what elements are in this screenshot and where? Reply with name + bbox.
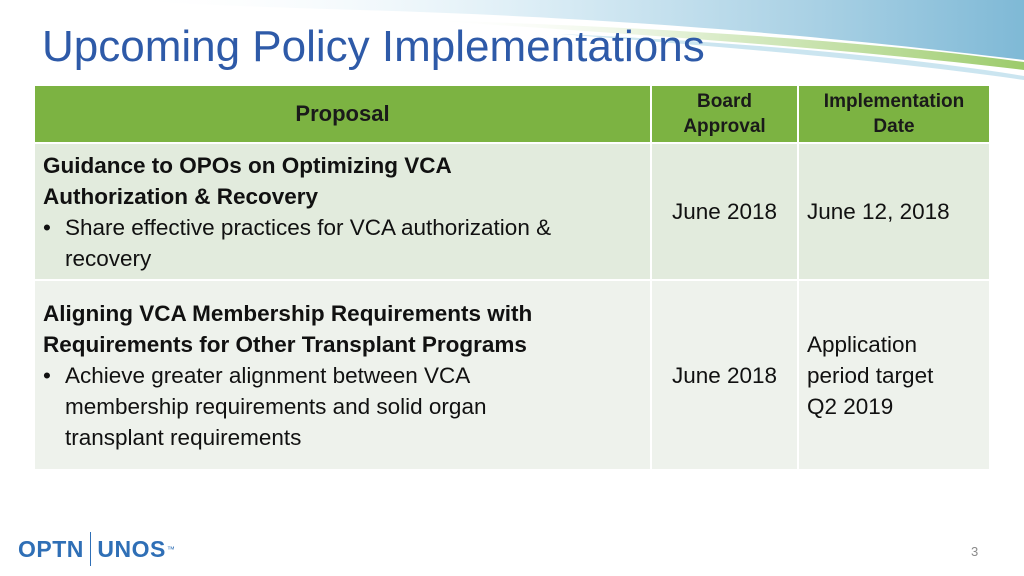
proposal-cell <box>34 143 651 280</box>
bullet-line: Share effective practices for VCA authorization & <box>65 214 552 240</box>
bullet-dot-icon: • <box>43 214 51 240</box>
policy-table <box>33 84 991 471</box>
impl-line: Q2 2019 <box>807 393 894 419</box>
header-board-line1: Board <box>697 91 752 112</box>
bullet-line: recovery <box>65 245 152 271</box>
bullet-line: transplant requirements <box>65 424 302 450</box>
impl-line: Application <box>807 331 918 357</box>
bullet-line: Achieve greater alignment between VCA <box>65 362 471 388</box>
logo-trademark: ™ <box>166 544 175 554</box>
proposal-title-line: Aligning VCA Membership Requirements with <box>43 300 533 326</box>
proposal-bullet <box>43 360 642 453</box>
proposal-title-line: Requirements for Other Transplant Programs <box>43 331 527 357</box>
table-row <box>34 143 990 280</box>
bullet-dot-icon: • <box>43 362 51 388</box>
bullet-text <box>65 212 551 274</box>
proposal-bullet <box>43 212 642 274</box>
implementation-date-cell <box>798 280 990 470</box>
logo-optn: OPTN <box>18 535 84 562</box>
logo-unos: UNOS <box>97 535 166 562</box>
impl-line: period target <box>807 362 934 388</box>
page-number: 3 <box>971 544 979 559</box>
bullet-line: membership requirements and solid organ <box>65 393 487 419</box>
logo-divider <box>90 532 92 566</box>
optn-unos-logo <box>18 531 175 567</box>
header-board-line2: Approval <box>683 116 766 137</box>
board-approval-cell: June 2018 <box>651 280 798 470</box>
header-board-approval <box>651 85 798 143</box>
board-approval-cell: June 2018 <box>651 143 798 280</box>
header-impl-line2: Date <box>873 116 915 137</box>
table-row <box>34 280 990 470</box>
header-impl-line1: Implementation <box>823 91 965 112</box>
header-implementation-date <box>798 85 990 143</box>
bullet-text <box>65 360 486 453</box>
implementation-date-cell: June 12, 2018 <box>798 143 990 280</box>
proposal-title-line: Guidance to OPOs on Optimizing VCA <box>43 152 452 178</box>
proposal-title-line: Authorization & Recovery <box>43 183 319 209</box>
header-proposal: Proposal <box>34 85 651 143</box>
proposal-cell <box>34 280 651 470</box>
table-header-row <box>34 85 990 143</box>
slide-title: Upcoming Policy Implementations <box>42 22 705 71</box>
